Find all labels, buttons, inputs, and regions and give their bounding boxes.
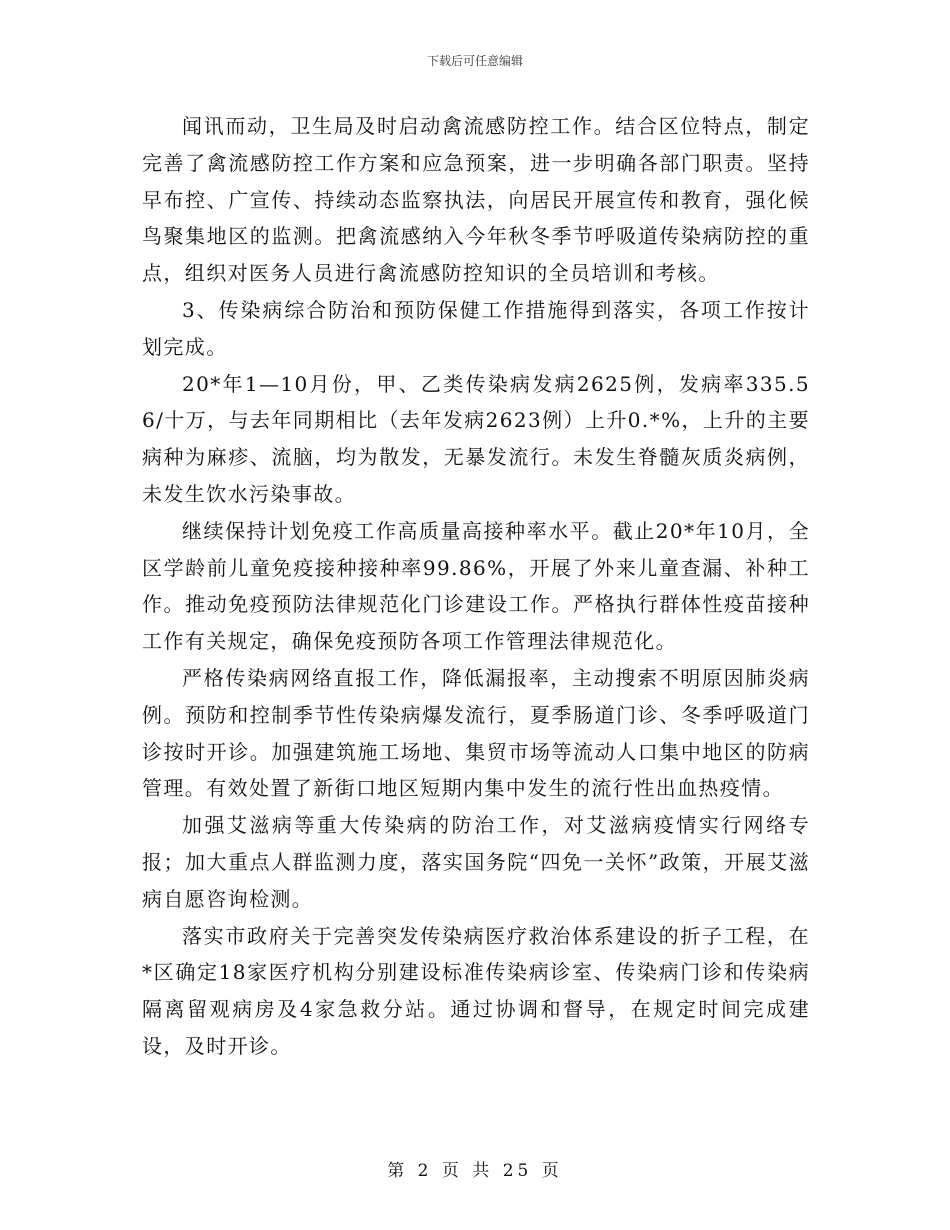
paragraph-section-3-heading: 3、传染病综合防治和预防保健工作措施得到落实，各项工作按计划完成。 [142, 297, 810, 359]
paragraph-network-reporting: 严格传染病网络直报工作，降低漏报率，主动搜索不明原因肺炎病例。预防和控制季节性传染病爆发流行，夏季肠道门诊、冬季呼吸道门诊按时开诊。加强建筑施工场地、集贸市场等流动人口集中地区的防病管理。有效处置了新街口地区短期内集中发生的流行性出血热疫情。 [142, 665, 810, 801]
document-body [142, 108, 810, 1065]
paragraph-incidence-stats: 20*年1—10月份，甲、乙类传染病发病2625例，发病率335.56/十万，与去年同期相比（去年发病2623例）上升0.*%，上升的主要病种为麻疹、流脑，均为散发，无暴发流行。未发生脊髓灰质炎病例，未发生饮水污染事故。 [142, 371, 810, 506]
paragraph-aids-prevention: 加强艾滋病等重大传染病的防治工作，对艾滋病疫情实行网络专报；加大重点人群监测力度，落实国务院“四免一关怀”政策，开展艾滋病自愿咨询检测。 [142, 813, 810, 911]
paragraph-immunization: 继续保持计划免疫工作高质量高接种率水平。截止20*年10月，全区学龄前儿童免疫接种接种率99.86%，开展了外来儿童查漏、补种工作。推动免疫预防法律规范化门诊建设工作。严格执行群体性疫苗接种工作有关规定，确保免疫预防各项工作管理法律规范化。 [142, 518, 810, 654]
page-number: 第 2 页 共 25 页 [387, 1161, 563, 1181]
paragraph-avian-flu: 闻讯而动，卫生局及时启动禽流感防控工作。结合区位特点，制定完善了禽流感防控工作方案和应急预案，进一步明确各部门职责。坚持早布控、广宣传、持续动态监察执法，向居民开展宣传和教育，强化候鸟聚集地区的监测。把禽流感纳入今年秋冬季节呼吸道传染病防控的重点，组织对医务人员进行禽流感防控知识的全员培训和考核。 [142, 114, 810, 286]
page-header: 下载后可任意编辑 [426, 54, 523, 68]
paragraph-treatment-system: 落实市政府关于完善突发传染病医疗救治体系建设的折子工程，在*区确定18家医疗机构分别建设标准传染病诊室、传染病门诊和传染病隔离留观病房及4家急救分站。通过协调和督导，在规定时间完成建设，及时开诊。 [142, 923, 810, 1058]
